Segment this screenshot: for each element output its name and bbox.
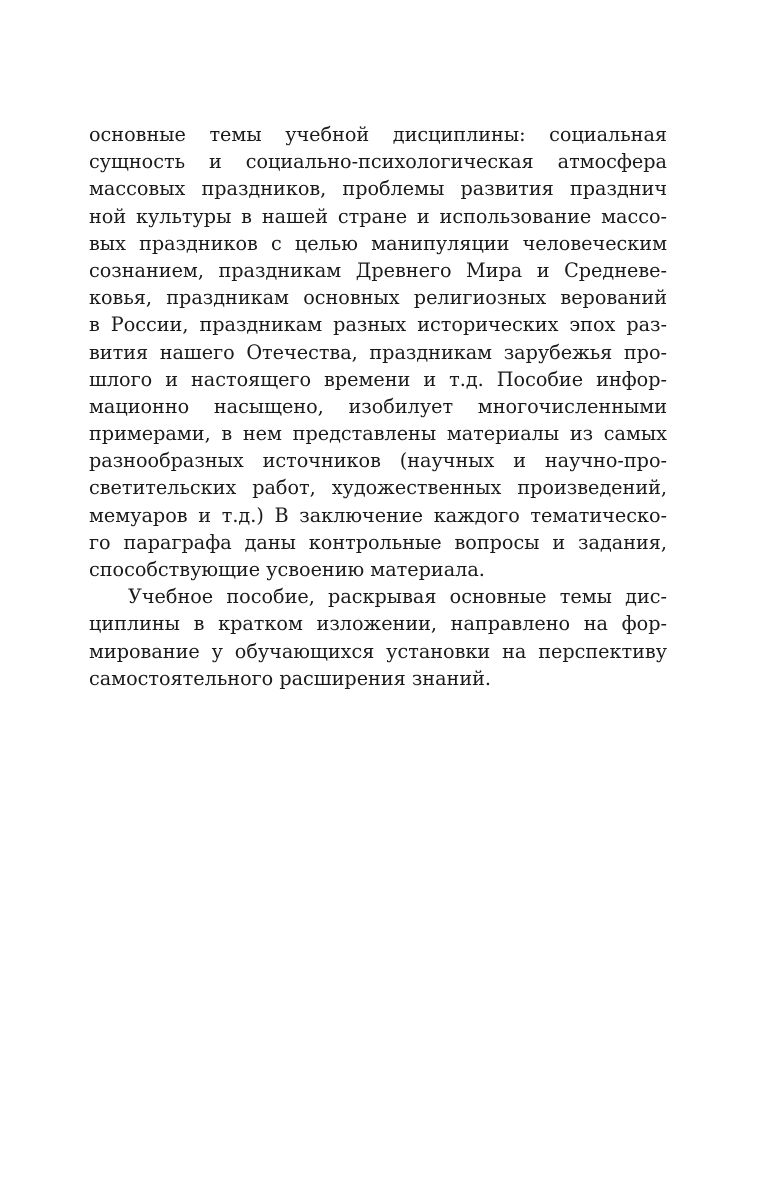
text-line: го параграфа даны контрольные вопросы и задания, [89,530,667,554]
text-line: примерами, в нем представлены материалы из самых [89,422,667,446]
text-line: циплины в кратком изложении, направлено на фор- [89,612,667,636]
text-line: ковья, праздникам основных религиозных верований [89,286,667,310]
text-line: самостоятельного расширения знаний. [89,666,492,690]
text-line: вития нашего Отечества, праздникам зарубежья про- [89,340,667,364]
text-line: ной культуры в нашей стране и использование массо- [89,204,667,228]
paragraph-1 [89,121,667,583]
text-line: способствующие усвоению материала. [89,558,485,581]
text-line: вых праздников с целью манипуляции человеческим [89,231,667,255]
text-line: мирование у обучающихся установки на перспективу [89,639,667,663]
text-line: разнообразных источников (научных и научно-про- [89,449,667,473]
text-line: основные темы учебной дисциплины: социальная [89,123,667,146]
text-line: мемуаров и т.д.) В заключение каждого тематическо- [89,503,667,527]
body-text [89,121,667,692]
text-line: сущность и социально-психологическая атмосфера [89,150,667,174]
text-line: мационно насыщено, изобилует многочисленными [89,394,667,418]
text-line: Учебное пособие, раскрывая основные темы дис- [128,585,667,609]
text-line: шлого и настоящего времени и т.д. Пособие инфор- [89,367,667,391]
text-line: массовых праздников, проблемы развития празднич [89,177,667,201]
paragraph-2 [89,583,667,692]
text-line: светительских работ, художественных произведений, [89,476,667,500]
text-line: сознанием, праздникам Древнего Мира и Средневе- [89,258,667,282]
text-line: в России, праздникам разных исторических эпох раз- [89,313,667,337]
